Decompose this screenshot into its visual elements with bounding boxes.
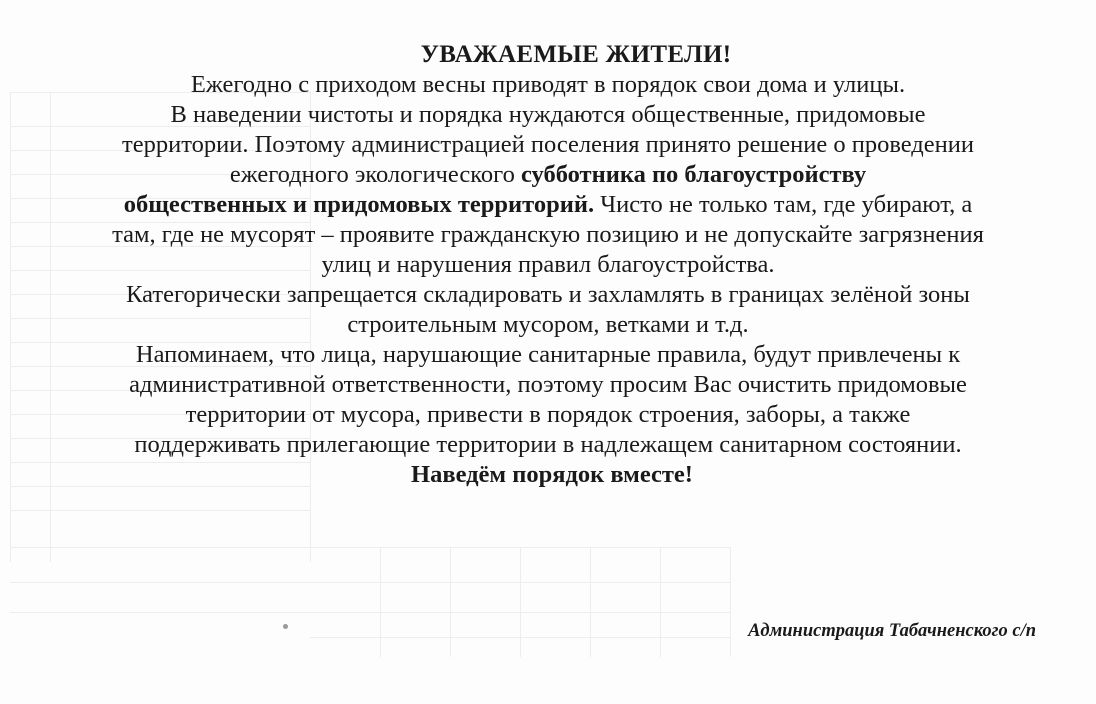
- notice-title: УВАЖАЕМЫЕ ЖИТЕЛИ!: [420, 41, 732, 68]
- paragraph-4-line-3: территории от мусора, привести в порядок строения, заборы, а также: [185, 401, 911, 428]
- paragraph-2-line-4: [0, 190, 1096, 220]
- paragraph-2-line-4-normal: Чисто не только там, где убирают, а: [594, 191, 973, 218]
- paragraph-2-line-5: там, где не мусорят – проявите гражданскую позицию и не допускайте загрязнения: [112, 221, 984, 248]
- subbotnik-bold-text: субботника по благоустройству: [520, 161, 867, 188]
- paragraph-4-line-2: административной ответственности, поэтому просим Вас очистить придомовые: [129, 371, 967, 398]
- paragraph-2-line-2: территории. Поэтому администрацией поселения принято решение о проведении: [122, 131, 974, 158]
- closing-call: Наведём порядок вместе!: [411, 461, 693, 488]
- notice-body: [0, 40, 1096, 490]
- paragraph-4-line-1: Напоминаем, что лица, нарушающие санитарные правила, будут привлечены к: [135, 341, 961, 368]
- paragraph-2-line-3: [0, 160, 1096, 190]
- paragraph-3-line-1: Категорически запрещается складировать и захламлять в границах зелёной зоны: [126, 281, 970, 308]
- paragraph-3-line-2: строительным мусором, ветками и т.д.: [347, 311, 749, 338]
- territories-bold-text: общественных и придомовых территорий.: [123, 191, 595, 218]
- paper-speck: [283, 624, 288, 629]
- paragraph-4-line-4: поддерживать прилегающие территории в надлежащем санитарном состоянии.: [134, 431, 962, 458]
- signature: Администрация Табачненского с/п: [748, 621, 1036, 641]
- paragraph-2-line-1: В наведении чистоты и порядка нуждаются общественные, придомовые: [170, 101, 926, 128]
- paragraph-1: Ежегодно с приходом весны приводят в порядок свои дома и улицы.: [190, 71, 906, 98]
- paragraph-2-line-6: улиц и нарушения правил благоустройства.: [321, 251, 775, 278]
- paragraph-2-line-3-normal: ежегодного экологического: [229, 161, 521, 188]
